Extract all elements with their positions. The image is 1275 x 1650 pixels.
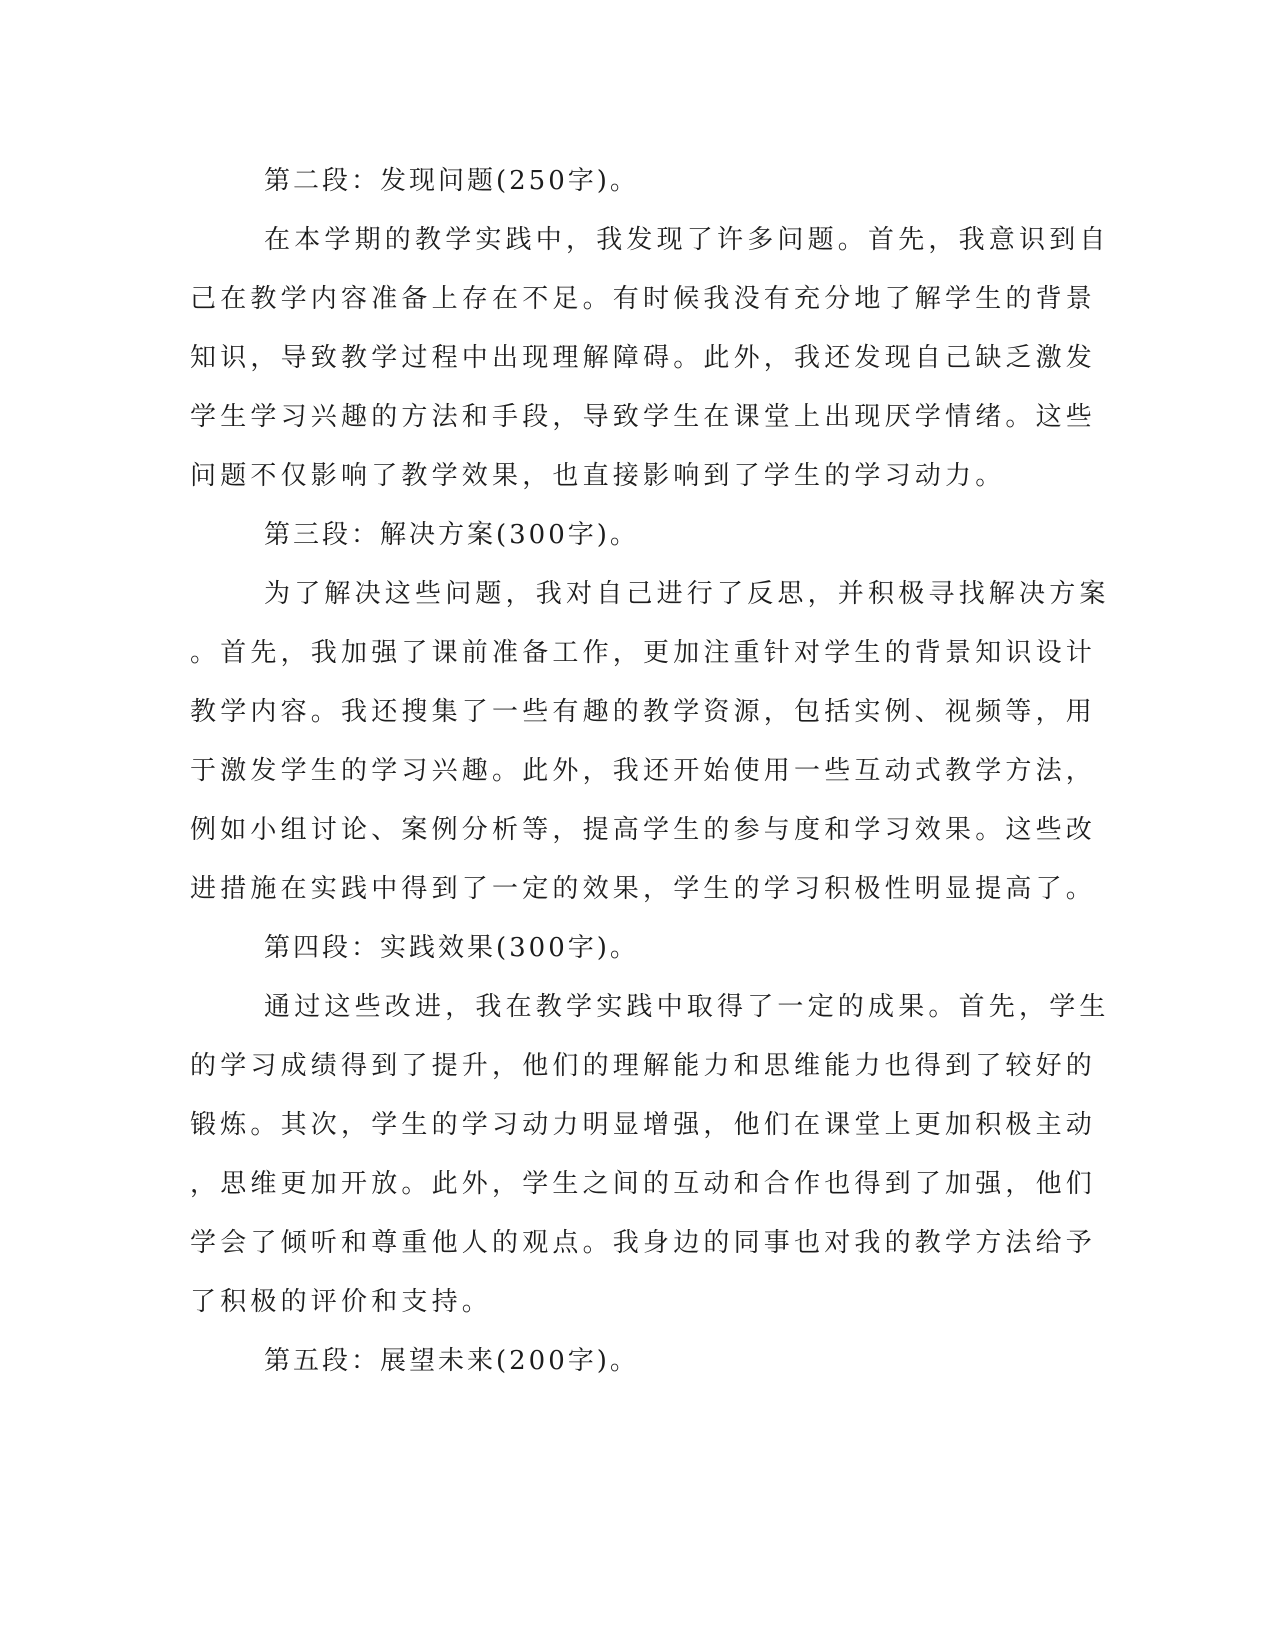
- paragraph-line: 。首先，我加强了课前准备工作，更加注重针对学生的背景知识设计: [190, 638, 1097, 668]
- paragraph-line: 问题不仅影响了教学效果，也直接影响到了学生的学习动力。: [190, 461, 1006, 491]
- paragraph-line: 进措施在实践中得到了一定的效果，学生的学习积极性明显提高了。: [190, 874, 1097, 904]
- section-heading-3: 第三段：解决方案(300字)。: [264, 520, 639, 550]
- paragraph-line: ，思维更加开放。此外，学生之间的互动和合作也得到了加强，他们: [190, 1169, 1097, 1199]
- paragraph-line: 在本学期的教学实践中，我发现了许多问题。首先，我意识到自: [264, 225, 1110, 255]
- paragraph-line: 为了解决这些问题，我对自己进行了反思，并积极寻找解决方案: [264, 579, 1110, 609]
- paragraph-line: 知识，导致教学过程中出现理解障碍。此外，我还发现自己缺乏激发: [190, 343, 1097, 373]
- paragraph-line: 锻炼。其次，学生的学习动力明显增强，他们在课堂上更加积极主动: [190, 1110, 1097, 1140]
- paragraph-line: 通过这些改进，我在教学实践中取得了一定的成果。首先，学生: [264, 992, 1110, 1022]
- paragraph-line: 于激发学生的学习兴趣。此外，我还开始使用一些互动式教学方法，: [190, 756, 1097, 786]
- paragraph-line: 教学内容。我还搜集了一些有趣的教学资源，包括实例、视频等，用: [190, 697, 1097, 727]
- paragraph-line: 学生学习兴趣的方法和手段，导致学生在课堂上出现厌学情绪。这些: [190, 402, 1097, 432]
- paragraph-line: 学会了倾听和尊重他人的观点。我身边的同事也对我的教学方法给予: [190, 1228, 1097, 1258]
- section-heading-2: 第二段：发现问题(250字)。: [264, 166, 639, 196]
- paragraph-line: 了积极的评价和支持。: [190, 1287, 493, 1317]
- paragraph-line: 的学习成绩得到了提升，他们的理解能力和思维能力也得到了较好的: [190, 1051, 1097, 1081]
- paragraph-line: 例如小组讨论、案例分析等，提高学生的参与度和学习效果。这些改: [190, 815, 1097, 845]
- section-heading-4: 第四段：实践效果(300字)。: [264, 933, 639, 963]
- paragraph-line: 己在教学内容准备上存在不足。有时候我没有充分地了解学生的背景: [190, 284, 1097, 314]
- section-heading-5: 第五段：展望未来(200字)。: [264, 1346, 639, 1376]
